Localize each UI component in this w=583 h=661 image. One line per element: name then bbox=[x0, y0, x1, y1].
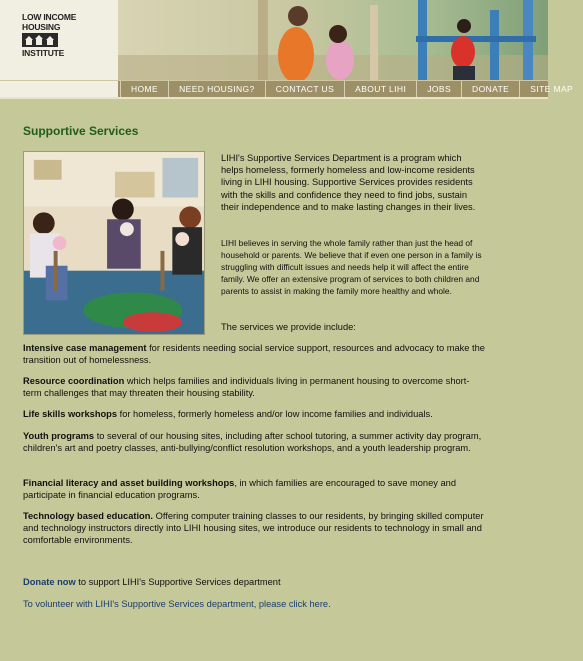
service-life-skills bbox=[23, 409, 485, 421]
page-title: Supportive Services bbox=[23, 124, 139, 138]
service-text: Offering computer training classes to our residents, by bringing skilled computer and technology instructors directly into LIHI housing sites, we introduce our residents to technology in small and comfortable environments. bbox=[23, 511, 484, 545]
service-text: for residents needing social service support, resources and advocacy to make the transition out of homelessness. bbox=[23, 343, 485, 365]
family-photo bbox=[23, 151, 205, 335]
nav-home[interactable]: HOME bbox=[120, 81, 168, 97]
service-case-management bbox=[23, 343, 485, 367]
nav-site-map[interactable]: SITE MAP bbox=[519, 81, 583, 97]
family-paragraph: LIHI believes in serving the whole family rather than just the head of household or parents. We believe that if even one person in a family is struggling with difficult issues and needs help it will affect the entire family. We offer an extensive program of services to both children and parents to assist in making the family more healthy and whole. bbox=[221, 238, 482, 296]
service-youth-programs bbox=[23, 431, 485, 455]
site-header bbox=[0, 0, 548, 82]
service-text: for homeless, formerly homeless and/or low income families and individuals. bbox=[117, 409, 433, 419]
nav-donate[interactable]: DONATE bbox=[461, 81, 519, 97]
logo-line-3: INSTITUTE bbox=[22, 48, 65, 58]
service-resource-coordination bbox=[23, 376, 485, 400]
volunteer-link[interactable]: To volunteer with LIHI's Supportive Services department, please click here. bbox=[23, 599, 331, 609]
service-title: Resource coordination bbox=[23, 376, 125, 386]
header-divider bbox=[0, 97, 548, 99]
lihi-logo[interactable] bbox=[22, 12, 76, 58]
donate-text: to support LIHI's Supportive Services department bbox=[75, 577, 281, 587]
service-text: which helps families and individuals living in permanent housing to overcome short-term challenges that may threaten their housing stability. bbox=[23, 376, 470, 398]
intro-paragraph: LIHI's Supportive Services Department is a program which helps homeless, formerly homeless and low-income residents living in LIHI housing. Supportive Services provides residents with the skills and confidence they need to find jobs, sustain their independence and to make lasting changes in their lives. bbox=[221, 153, 476, 212]
main-navigation bbox=[0, 80, 574, 97]
logo-line-1: LOW INCOME bbox=[22, 12, 77, 22]
services-intro: The services we provide include: bbox=[221, 322, 356, 332]
donate-now-link[interactable]: Donate now bbox=[23, 577, 76, 587]
service-text: , in which families are encouraged to save money and participate in financial education programs. bbox=[23, 478, 457, 500]
service-title: Youth programs bbox=[23, 431, 95, 441]
service-title: Technology based education. bbox=[23, 511, 154, 521]
service-technology-education bbox=[23, 511, 485, 546]
service-text: to several of our housing sites, including after school tutoring, a summer activity day program, children's art and poetry classes, anti-bullying/conflict resolution workshops, and a youth leadership program. bbox=[23, 431, 482, 453]
nav-contact-us[interactable]: CONTACT US bbox=[265, 81, 344, 97]
logo-line-2: HOUSING bbox=[22, 22, 61, 32]
nav-need-housing[interactable]: NEED HOUSING? bbox=[168, 81, 265, 97]
service-financial-literacy bbox=[23, 478, 485, 502]
service-title: Intensive case management bbox=[23, 343, 147, 353]
nav-items bbox=[120, 81, 583, 97]
banner-children-playground-photo bbox=[118, 0, 548, 82]
houses-logo-icon bbox=[22, 33, 58, 47]
logo-block bbox=[0, 0, 118, 82]
donate-line bbox=[23, 577, 281, 587]
nav-jobs[interactable]: JOBS bbox=[416, 81, 461, 97]
nav-about-lihi[interactable]: ABOUT LIHI bbox=[344, 81, 416, 97]
nav-left-strip bbox=[0, 81, 118, 98]
service-title: Life skills workshops bbox=[23, 409, 118, 419]
service-title: Financial literacy and asset building workshops bbox=[23, 478, 235, 488]
